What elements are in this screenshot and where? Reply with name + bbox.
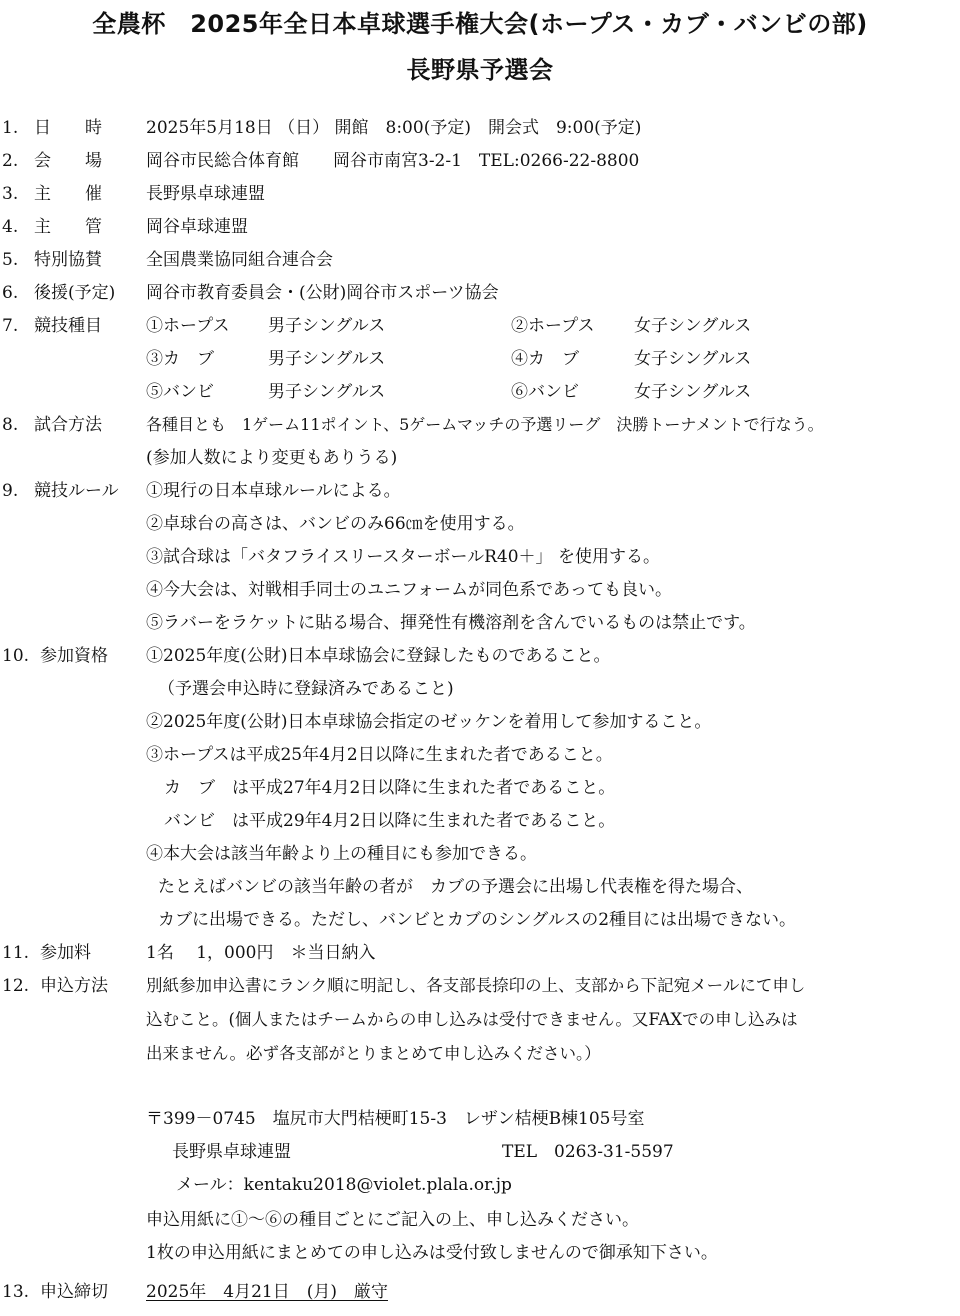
application-note: 1枚の申込用紙にまとめての申し込みは受付致しませんので御承知下さい。 [146,1243,718,1263]
contact-address-row [0,1103,960,1135]
item-method [0,409,960,441]
item-date [0,112,960,144]
item-label: 会 場 [34,151,102,171]
rule-line: ⑤ラバーをラケットに貼る場合、揮発性有機溶剤を含んでいるものは禁止です。 [146,613,756,633]
item-value: 各種目とも 1ゲーム11ポイント、5ゲームマッチの予選リーグ 決勝トーナメントで行なう。 [146,415,824,434]
rule-row [0,541,960,573]
event-row [0,376,960,408]
item-number: 1. [2,118,19,138]
item-number: 10. [2,646,30,666]
item-number: 7. [2,316,19,336]
rule-line: ①現行の日本卓球ルールによる。 [146,481,401,501]
item-host [0,178,960,210]
event-category: ①ホープス [146,316,230,336]
contact-org: 長野県卓球連盟 [172,1142,291,1162]
rule-row [0,574,960,606]
event-type: 男子シングルス [268,316,386,336]
eligibility-row [0,904,960,936]
rule-line: ②卓球台の高さは、バンビのみ66㎝を使用する。 [146,514,525,534]
application-row [0,1004,960,1036]
item-label: 試合方法 [34,415,102,435]
item-sponsor [0,244,960,276]
event-category: ⑥バンビ [511,382,579,402]
eligibility-row [0,673,960,705]
item-value: 全国農業協同組合連合会 [146,250,333,270]
item-label: 特別協賛 [34,250,102,270]
contact-tel: TEL 0263-31-5597 [502,1142,674,1162]
application-line: 込むこと。(個人またはチームからの申し込みは受付できません。又FAXでの申し込みは [146,1010,798,1029]
rule-row [0,607,960,639]
item-label: 競技種目 [34,316,102,336]
item-value: 岡谷市教育委員会・(公財)岡谷市スポーツ協会 [146,283,499,303]
item-number: 3. [2,184,19,204]
item-label: 競技ルール [34,481,119,501]
item-number: 9. [2,481,19,501]
eligibility-line: ①2025年度(公財)日本卓球協会に登録したものであること。 [146,646,611,666]
page-title: 全農杯 2025年全日本卓球選手権大会(ホープス・カブ・バンビの部) [92,10,868,38]
event-row [0,343,960,375]
application-note-row [0,1204,960,1236]
eligibility-row [0,706,960,738]
item-method-note [0,442,960,474]
event-category: ⑤バンビ [146,382,214,402]
item-label: 後援(予定) [34,283,116,303]
eligibility-row [0,838,960,870]
item-number: 11. [2,943,30,963]
eligibility-row [0,772,960,804]
rule-line: ④今大会は、対戦相手同士のユニフォームが同色系であっても良い。 [146,580,672,600]
eligibility-row [0,739,960,771]
rule-row [0,508,960,540]
item-manager [0,211,960,243]
event-type: 男子シングルス [268,382,386,402]
eligibility-line: （予選会申込時に登録済みであること) [158,679,454,699]
item-number: 5. [2,250,19,270]
rule-line: ③試合球は「バタフライスリースターボールR40＋」 を使用する。 [146,547,660,567]
item-eligibility [0,640,960,672]
eligibility-line: ②2025年度(公財)日本卓球協会指定のゼッケンを着用して参加すること。 [146,712,712,732]
item-value: 2025年5月18日 （日） 開館 8:00(予定) 開会式 9:00(予定) [146,118,642,138]
page-subtitle: 長野県予選会 [406,56,554,84]
application-note: 申込用紙に①～⑥の種目ごとにご記入の上、申し込みください。 [146,1210,639,1230]
item-value: 1名 1，000円 ＊当日納入 [146,943,376,963]
item-support [0,277,960,309]
eligibility-line: ③ホープスは平成25年4月2日以降に生まれた者であること。 [146,745,613,765]
item-label: 参加資格 [40,646,108,666]
deadline-value: 2025年 4月21日 (月) 厳守 [146,1282,388,1302]
item-rules [0,475,960,507]
contact-address: 〒399－0745 塩尻市大門桔梗町15-3 レザン桔梗B棟105号室 [146,1109,645,1129]
application-row [0,1038,960,1070]
item-number: 6. [2,283,19,303]
eligibility-row [0,805,960,837]
event-category: ②ホープス [511,316,595,336]
item-number: 8. [2,415,19,435]
item-number: 2. [2,151,19,171]
event-category: ④カ ブ [511,349,579,369]
item-number: 4. [2,217,19,237]
event-type: 女子シングルス [634,316,752,336]
item-label: 主 催 [34,184,102,204]
item-value: (参加人数により変更もありうる) [146,448,398,468]
item-label: 申込締切 [40,1282,108,1302]
item-events [0,310,960,342]
eligibility-row [0,871,960,903]
item-venue [0,145,960,177]
item-label: 主 管 [34,217,102,237]
item-value: 岡谷卓球連盟 [146,217,248,237]
event-category: ③カ ブ [146,349,214,369]
item-fee [0,937,960,969]
item-label: 申込方法 [40,976,108,996]
event-type: 女子シングルス [634,382,752,402]
event-type: 男子シングルス [268,349,386,369]
event-type: 女子シングルス [634,349,752,369]
contact-email: メール：kentaku2018@violet.plala.or.jp [176,1175,512,1195]
item-value: 長野県卓球連盟 [146,184,265,204]
eligibility-line: たとえばバンビの該当年齢の者が カブの予選会に出場し代表権を得た場合、 [158,877,753,897]
contact-org-row [0,1136,960,1168]
eligibility-line: ④本大会は該当年齢より上の種目にも参加できる。 [146,844,537,864]
eligibility-line: カ ブ は平成27年4月2日以降に生まれた者であること。 [164,778,616,798]
eligibility-line: カブに出場できる。ただし、バンビとカブのシングルスの2種目には出場できない。 [158,910,797,930]
item-number: 13. [2,1282,30,1302]
item-application [0,970,960,1002]
application-line: 出来ません。必ず各支部がとりまとめて申し込みください。） [146,1044,601,1063]
item-number: 12. [2,976,30,996]
eligibility-line: バンビ は平成29年4月2日以降に生まれた者であること。 [164,811,616,831]
application-note-row [0,1237,960,1269]
item-deadline [0,1276,960,1308]
item-label: 日 時 [34,118,102,138]
contact-email-row [0,1169,960,1201]
item-value: 岡谷市民総合体育館 岡谷市南宮3-2-1 TEL:0266-22-8800 [146,151,640,171]
item-label: 参加料 [40,943,91,963]
application-line: 別紙参加申込書にランク順に明記し、各支部長捺印の上、支部から下記宛メールにて申し [146,976,806,995]
